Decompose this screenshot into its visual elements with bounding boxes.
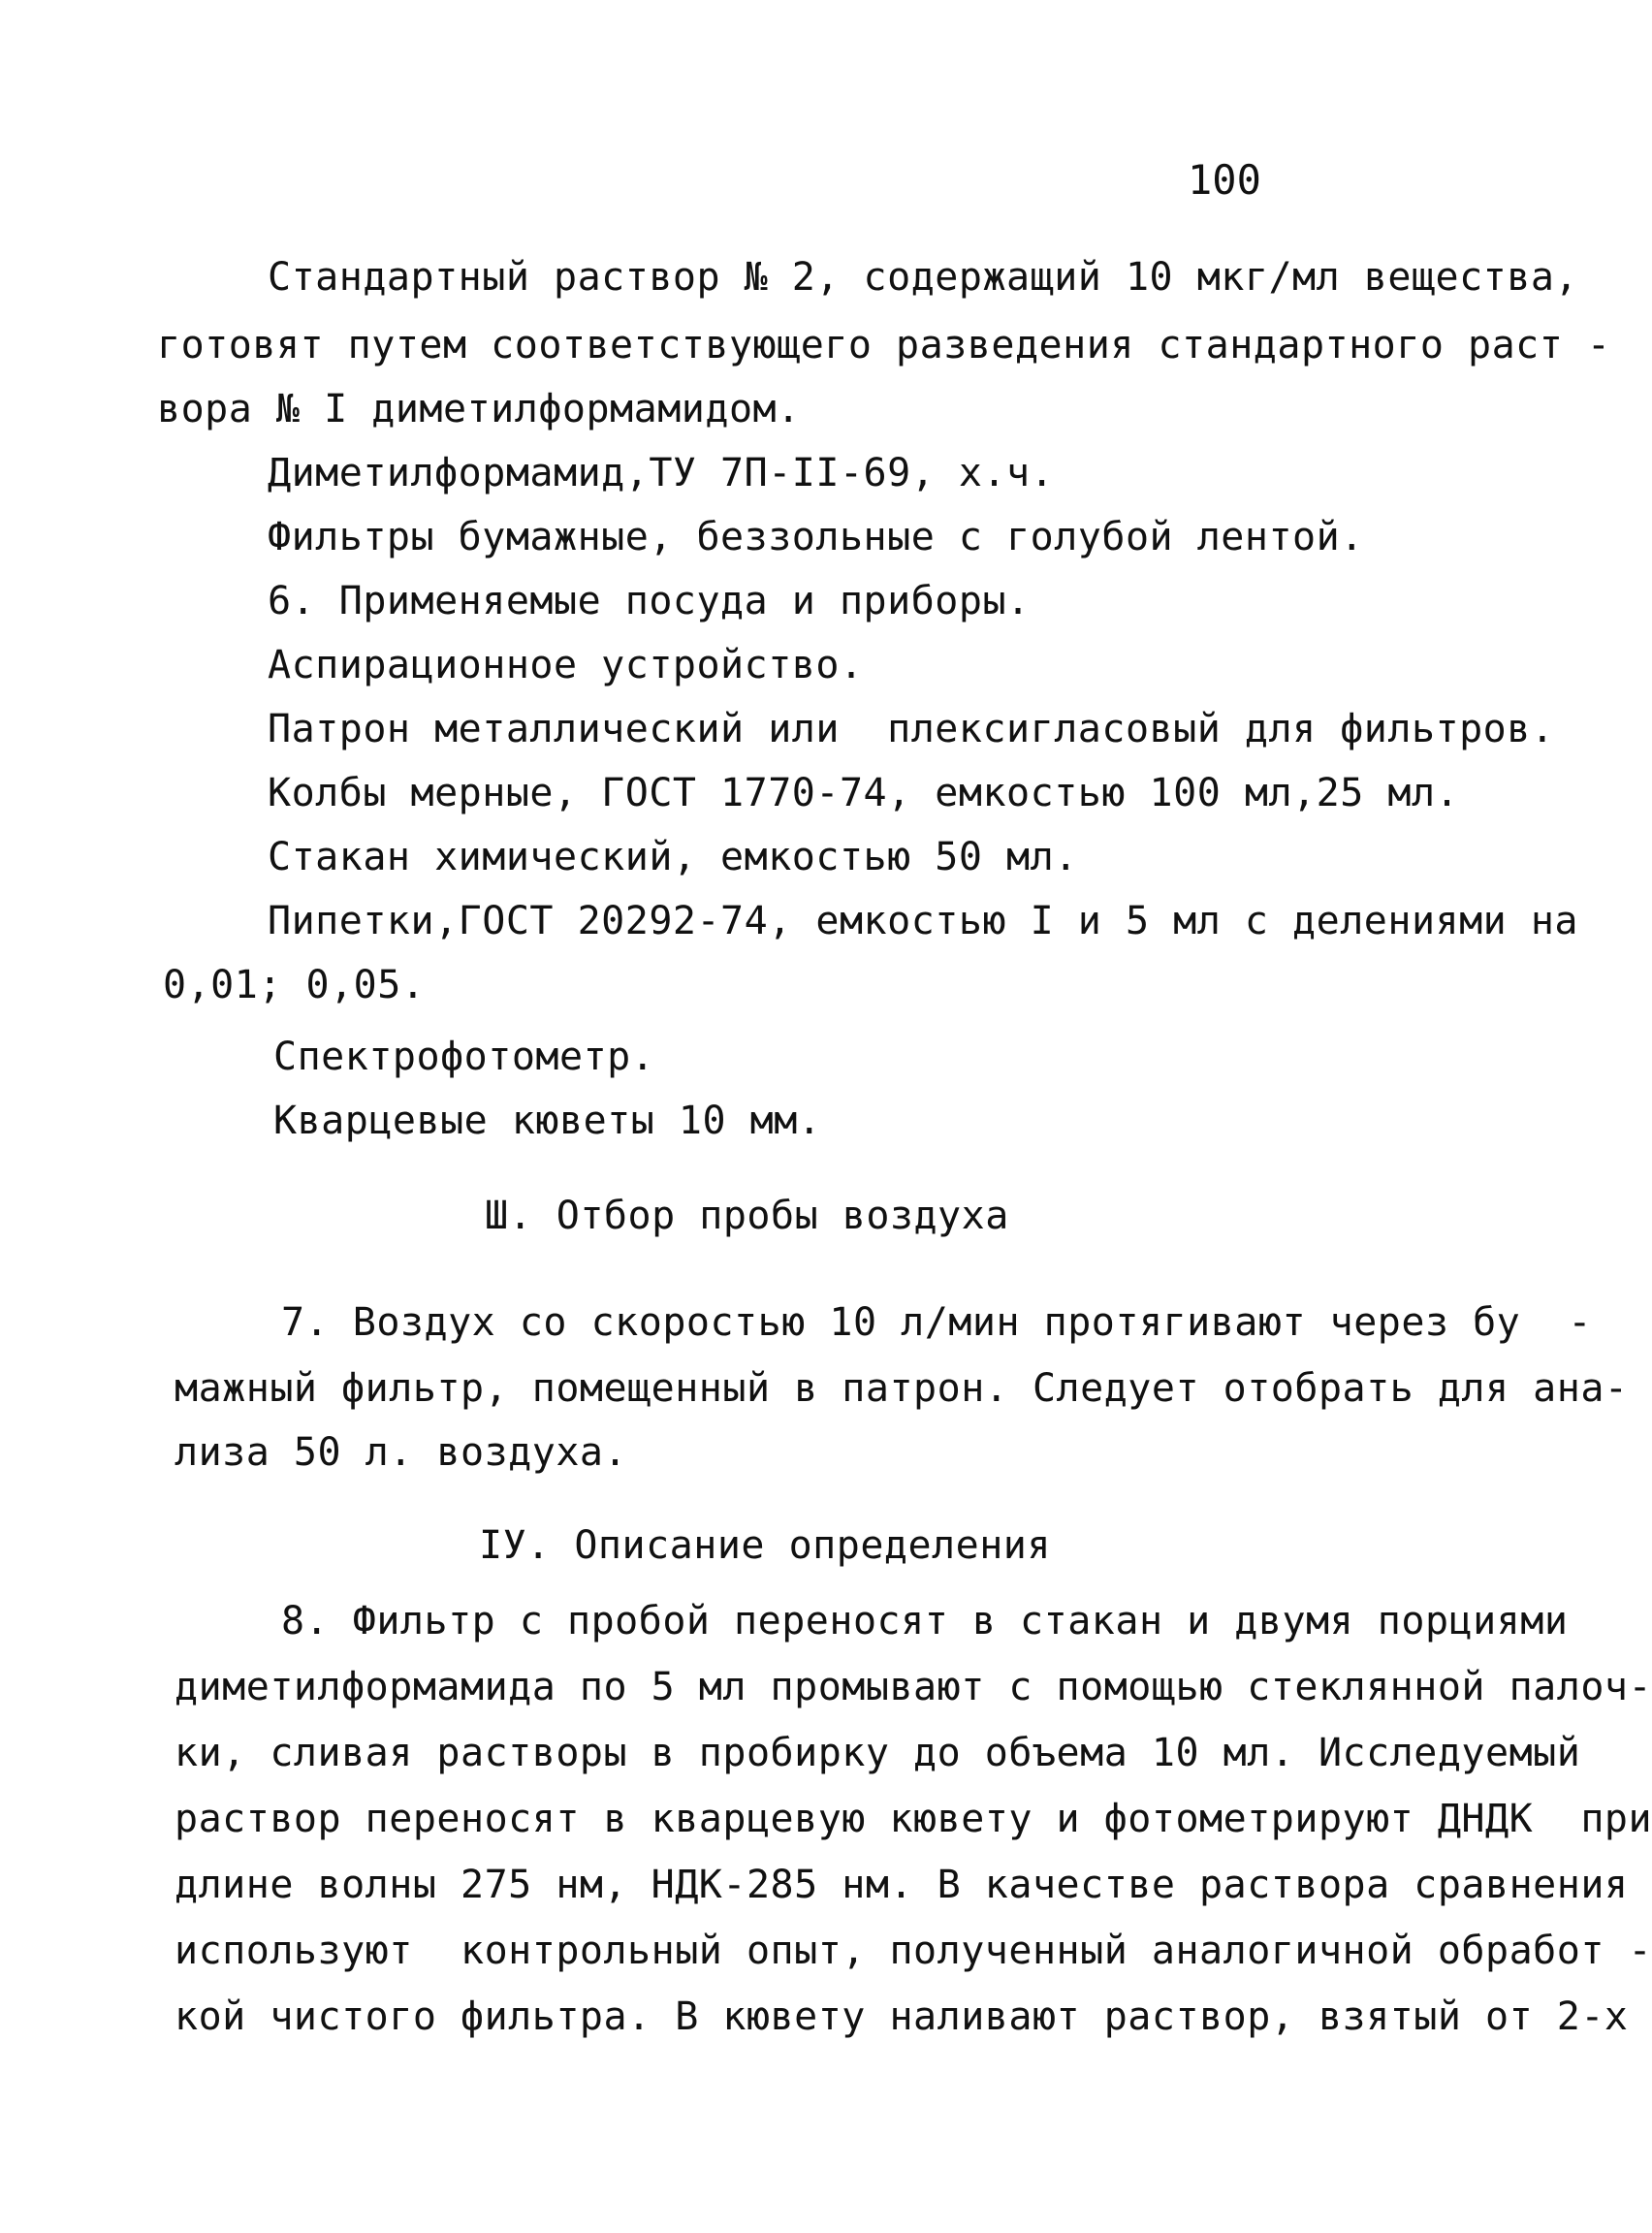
text-line: кой чистого фильтра. В кювету наливают раствор, взятый от 2-х bbox=[175, 1994, 1629, 2039]
text-line: Аспирационное устройство. bbox=[268, 643, 864, 687]
text-line: Кварцевые кюветы 10 мм. bbox=[273, 1099, 822, 1143]
text-line: Фильтры бумажные, беззольные с голубой лентой. bbox=[268, 515, 1364, 559]
text-line: Спектрофотометр. bbox=[273, 1035, 655, 1079]
text-line: Патрон металлический или плексигласовый для фильтров. bbox=[268, 707, 1555, 751]
text-line: используют контрольный опыт, полученный аналогичной обработ - bbox=[175, 1929, 1652, 1973]
page-number: 100 bbox=[1188, 156, 1261, 204]
text-line: 0,01; 0,05. bbox=[163, 963, 426, 1007]
section-heading: IУ. Описание определения bbox=[479, 1523, 1051, 1568]
text-line: вора № I диметилформамидом. bbox=[157, 387, 801, 431]
text-line: Колбы мерные, ГОСТ 1770-74, емкостью 100 мл,25 мл. bbox=[268, 771, 1460, 815]
text-line: Стандартный раствор № 2, содержащий 10 мкг/мл вещества, bbox=[268, 255, 1579, 300]
text-line: длине волны 275 нм, НДК-285 нм. В качестве раствора сравнения bbox=[175, 1863, 1629, 1907]
text-line: Диметилформамид,ТУ 7П-II-69, х.ч. bbox=[268, 451, 1055, 495]
section-heading: Ш. Отбор пробы воздуха bbox=[485, 1194, 1009, 1238]
text-line: диметилформамида по 5 мл промывают с помощью стеклянной палоч- bbox=[175, 1665, 1652, 1709]
text-line: Пипетки,ГОСТ 20292-74, емкостью I и 5 мл с делениями на bbox=[268, 899, 1579, 943]
text-line: Стакан химический, емкостью 50 мл. bbox=[268, 835, 1078, 879]
text-line: 7. Воздух со скоростью 10 л/мин протягивают через бу - bbox=[281, 1300, 1593, 1345]
text-line: 8. Фильтр с пробой переносят в стакан и двумя порциями bbox=[281, 1599, 1569, 1643]
text-line: лиза 50 л. воздуха. bbox=[175, 1430, 628, 1475]
text-line: раствор переносят в кварцевую кювету и фотометрируют ДНДК при bbox=[175, 1797, 1652, 1841]
text-line: готовят путем соответствующего разведения стандартного раст - bbox=[157, 323, 1611, 367]
text-line: ки, сливая растворы в пробирку до объема 10 мл. Исследуемый bbox=[175, 1731, 1581, 1775]
text-line: мажный фильтр, помещенный в патрон. Следует отобрать для ана- bbox=[175, 1366, 1629, 1411]
section-heading-line: 6. Применяемые посуда и приборы. bbox=[268, 579, 1031, 623]
